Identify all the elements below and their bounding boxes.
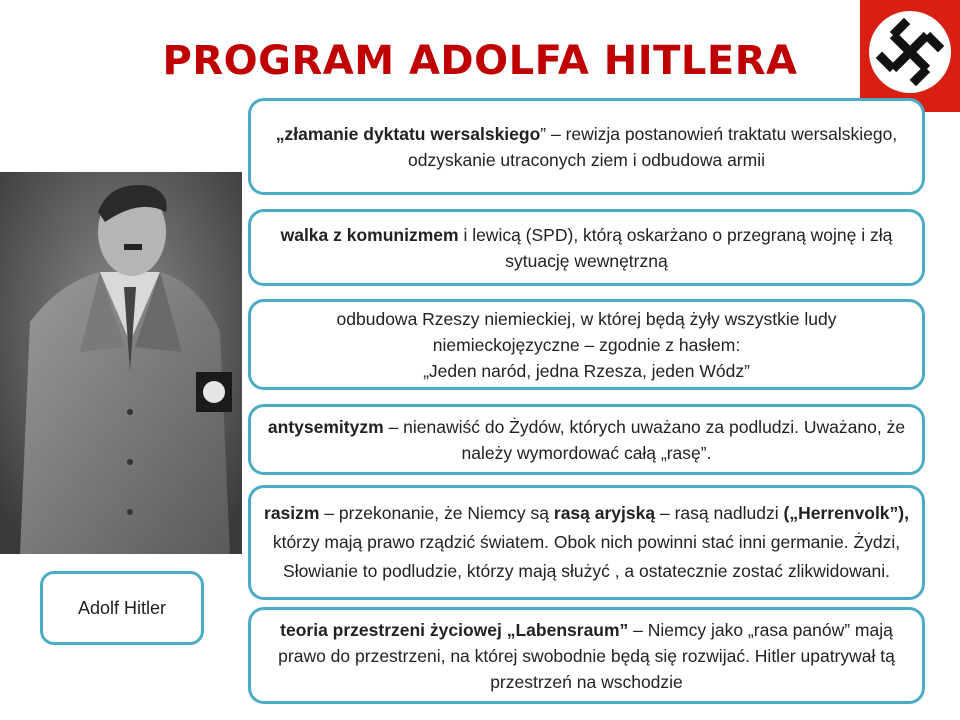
swastika-flag-emblem [860, 0, 960, 112]
program-point-lebensraum [248, 607, 925, 704]
point-text: i lewicą (SPD), którą oskarżano o przegraną wojnę i złą sytuację wewnętrzną [458, 224, 893, 271]
point-text: – nienawiść do Żydów, których uważano za podludzi. Uważano, że należy wymordować całą „rasę”. [383, 416, 906, 463]
point-text: – Niemcy jako „rasa panów” mają prawo do przestrzeni, na której swobodnie będą się rozwijać. Hitler upatrywał tą przestrzeń na wschodzie [278, 619, 895, 692]
point-text: – przekonanie, że Niemcy są [319, 503, 554, 523]
point-text: odbudowa Rzeszy niemieckiej, w której będą żyły wszystkie ludy niemieckojęzyczne – zgodnie z hasłem: [336, 308, 837, 355]
program-point-anticommunism [248, 209, 925, 286]
point-text: którzy mają prawo rządzić światem. Obok nich powinni stać inni germanie. Żydzi, Słowianie to podludzie, którzy mają służyć , a ostatecznie zostać zlikwidowani. [272, 532, 901, 581]
point-term: („Herrenvolk”), [783, 503, 909, 523]
program-point-antisemitism [248, 404, 925, 475]
point-title: antysemityzm [267, 416, 384, 437]
point-title: walka z komunizmem [280, 224, 459, 245]
point-text: ” – rewizja postanowień traktatu wersalskiego, odzyskanie utraconych ziem i odbudowa armii [408, 123, 898, 170]
point-title: teoria przestrzeni życiowej „Labensraum” [280, 619, 629, 640]
program-point-racism [248, 485, 925, 600]
program-point-versailles [248, 98, 925, 195]
point-text: – rasą nadludzi [655, 503, 784, 523]
point-title: rasizm [264, 503, 320, 523]
point-title: „złamanie dyktatu wersalskiego [275, 123, 541, 144]
point-slogan: „Jeden naród, jedna Rzesza, jeden Wódz” [423, 360, 750, 381]
point-term: rasą aryjską [553, 503, 656, 523]
photo-caption: Adolf Hitler [40, 571, 204, 645]
page-title: PROGRAM ADOLFA HITLERA [162, 38, 798, 84]
program-point-reich [248, 299, 925, 390]
portrait-photo [0, 172, 242, 554]
